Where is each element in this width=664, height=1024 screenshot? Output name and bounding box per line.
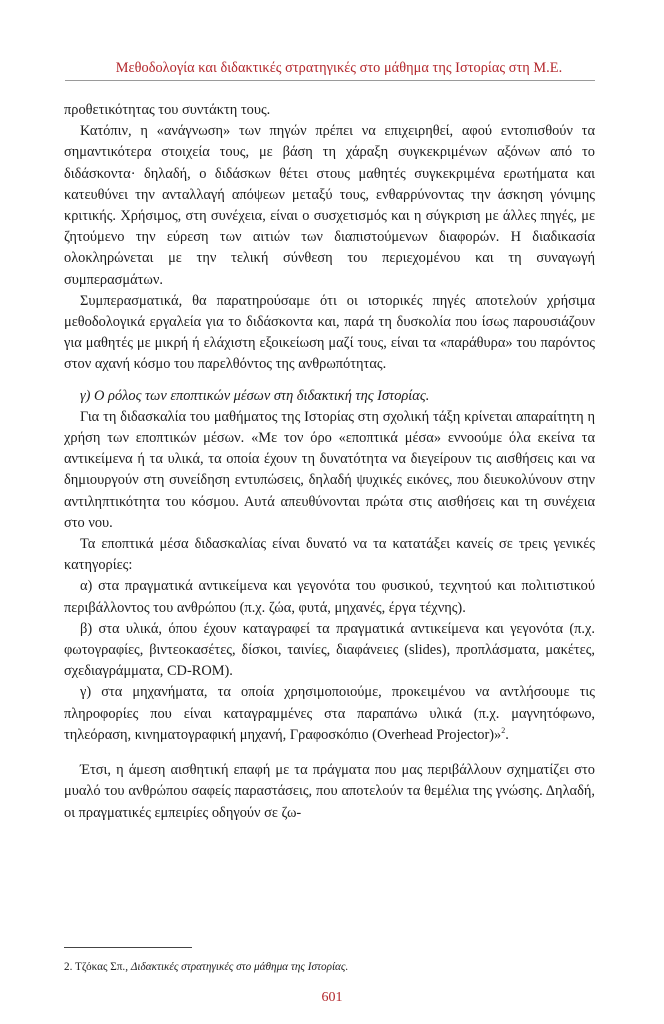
paragraph-0: προθετικότητας του συντάκτη τους. bbox=[64, 102, 271, 118]
section-heading: γ) Ο ρόλος των εποπτικών μέσων στη διδακτική της Ιστορίας. bbox=[80, 387, 430, 404]
footnote-text: 2. Τζόκας Σπ., bbox=[64, 961, 131, 973]
category-a: α) στα πραγματικά αντικείμενα και γεγονότα του φυσικού, τεχνητού και πολιτιστικού περιβάλλοντος του ανθρώπου (π.χ. ζώα, φυτά, μηχανές, έργα τέχνης). bbox=[64, 578, 595, 616]
body-text bbox=[64, 100, 595, 824]
category-b: β) στα υλικά, όπου έχουν καταγραφεί τα πραγματικά αντικείμενα και γεγονότα (π.χ. φωτογραφίες, βιντεοκασέτες, δίσκοι, ταινίες, διαφάνειες (slides), προπλάσματα, μακέτες, σχεδιαγράμματα, CD-ROM). bbox=[64, 620, 595, 680]
category-c: γ) στα μηχανήματα, τα οποία χρησιμοποιούμε, προκειμένου να αντλήσουμε τις πληροφορίες που είναι καταγραμμένες στα παραπάνω υλικά (π.χ. μαγνητόφωνο, τηλεόραση, κινηματογραφική μηχανή, Γραφοσκόπιο (Overhead Projector)»$^2$. bbox=[64, 684, 595, 743]
paragraph-4: Τα εποπτικά μέσα διδασκαλίας είναι δυνατό να τα κατατάξει κανείς σε τρεις γενικές κατηγορίες: bbox=[64, 536, 595, 574]
category-c-text: γ) στα μηχανήματα, τα οποία χρησιμοποιούμε, προκειμένου να αντλήσουμε τις πληροφορίες που είναι καταγραμμένες στα παραπάνω υλικά (π.χ. μαγνητόφωνο, τηλεόραση, κινηματογραφική μηχανή, Γραφοσκόπιο (Overhead Projector)» bbox=[64, 684, 595, 743]
paragraph-8: Έτσι, η άμεση αισθητική επαφή με τα πράγματα που μας περιβάλλουν σχηματίζει στο μυαλό του ανθρώπου σαφείς παραστάσεις, που αποτελούν τα θεμέλια της γνώσης. Δηλαδή, οι πραγματικές εμπειρίες οδηγούν σε ζω- bbox=[64, 762, 595, 821]
running-header: Μεθοδολογία και διδακτικές στρατηγικές στο μάθημα της Ιστορίας στη Μ.Ε. bbox=[115, 60, 563, 76]
header-rule bbox=[65, 80, 595, 81]
footnote bbox=[64, 960, 595, 974]
footnote-title: Διδακτικές στρατηγικές στο μάθημα της Ιστορίας. bbox=[130, 961, 349, 973]
footnote-marker: 2 bbox=[501, 726, 506, 736]
footnote-rule bbox=[64, 947, 192, 948]
paragraph-2: Συμπερασματικά, θα παρατηρούσαμε ότι οι ιστορικές πηγές αποτελούν χρήσιμα μεθοδολογικά εργαλεία για το διδάσκοντα και, παρά τη δυσκολία που ίσως παρουσιάζουν για μαθητές με μικρή ή ελάχιστη εξοικείωση μαζί τους, είναι τα «παράθυρα» του παρόντος στον αχανή κόσμο του παρελθόντος της ανθρωπότητας. bbox=[64, 292, 595, 373]
paragraph-3: Για τη διδασκαλία του μαθήματος της Ιστορίας στη σχολική τάξη κρίνεται απαραίτητη η χρήση των εποπτικών μέσων. «Με τον όρο «εποπτικά μέσα» εννοούμε όλα εκείνα τα αντικείμενα ή τα υλικά, τα οποία έχουν τη δυνατότητα να διεγείρουν τις αισθήσεις και να δημιουργούν στη συνείδηση εντυπώσεις, δηλαδή ψυχικές εικόνες, που διευκολύνουν στην αντιληπτικότητα του κόσμου. Αυτά απευθύνονται πρώτα στις αισθήσεις και τη συνέχεια στο νου. bbox=[64, 408, 595, 531]
page-number: 601 bbox=[321, 990, 343, 1005]
paragraph-1: Κατόπιν, η «ανάγνωση» των πηγών πρέπει να επιχειρηθεί, αφού εντοπισθούν τα σημαντικότερα στοιχεία τους, με βάση τη χάραξη συγκεκριμένων αξόνων από το διδάσκοντα· δηλαδή, ο διδάσκων θέτει στους μαθητές συγκεκριμένα ερωτήματα και κατευθύνει την ανταλλαγή απόψεων μεταξύ τους, ενθαρρύνοντας την άσκηση γόνιμης κριτικής. Χρήσιμος, στη συνέχεια, είναι ο συσχετισμός και η σύγκριση με άλλες πηγές, με ζητούμενο την εύρεση των αιτιών των διαπιστούμενων διαφορών. Η διαδικασία ολοκληρώνεται με την τελική σύνθεση του περιεχομένου και τη συναγωγή συμπερασμάτων. bbox=[64, 123, 595, 288]
